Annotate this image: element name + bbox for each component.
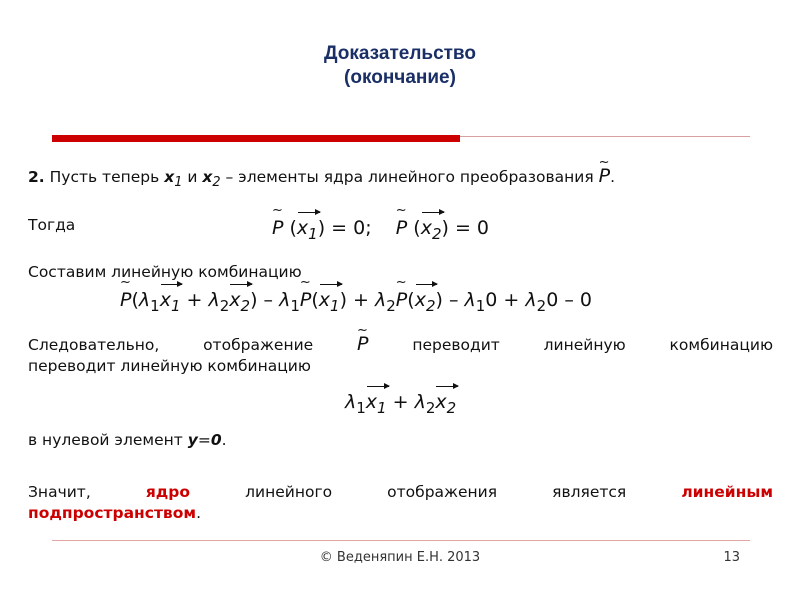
eq1-vec-x2 <box>421 217 442 243</box>
eq2-x2b-sub: 2 <box>425 296 436 315</box>
title-line-2: (окончание) <box>344 67 456 88</box>
p3-text-1: в нулевой элемент <box>28 431 188 449</box>
paragraph-1 <box>28 166 773 193</box>
footer-copyright: © Веденяпин Е.Н. 2013 <box>319 550 481 565</box>
eq2-x2: x <box>229 289 241 311</box>
eq2-vec-x1b <box>319 289 340 315</box>
p3-eq: = <box>197 431 211 449</box>
p4-line-2 <box>28 503 773 524</box>
top-divider <box>52 135 750 141</box>
equation-kernel: ~ P $(x_1) = 0$; ~ P $(x_2) = 0$ <box>272 217 489 243</box>
combination-label: Составим линейную комбинацию <box>28 263 302 281</box>
eq2-x1: x <box>159 289 171 311</box>
eq2-minus1: – <box>263 289 274 311</box>
p1-text-1: Пусть теперь <box>44 168 165 186</box>
p2-line-1 <box>28 334 773 356</box>
eq1-rhs2: = 0 <box>454 217 490 239</box>
eq2-P-a: ~ P <box>120 289 131 311</box>
p1-end: . <box>610 168 616 186</box>
eq1-x1-sub: 1 <box>308 224 318 243</box>
eq1-P2: ~ P <box>396 217 407 239</box>
eq2-l2: λ <box>208 289 220 311</box>
eq2-l2c-sub: 2 <box>536 296 547 315</box>
eq2-P-c: ~ P <box>396 289 407 311</box>
eq1-x2: x <box>420 217 432 239</box>
eq2-x1-sub: 1 <box>170 296 181 315</box>
eq2-l1-sub: 1 <box>150 296 160 315</box>
eq2-l1c: λ <box>464 289 476 311</box>
p4-end: . <box>196 504 202 522</box>
p3-y: y <box>187 431 198 449</box>
paragraph-3 <box>28 430 773 451</box>
eq3-x2: x <box>435 391 447 413</box>
eq3-l1: λ <box>345 391 357 413</box>
p3-zero: 0 <box>210 431 222 449</box>
x1-subscript: 1 <box>174 175 183 191</box>
p4-line-1 <box>28 482 773 503</box>
paragraph-2 <box>28 334 773 377</box>
eq2-vec-x1 <box>160 289 181 315</box>
eq2-l2-sub: 2 <box>219 296 230 315</box>
eq2-x2-sub: 2 <box>240 296 251 315</box>
eq1-rhs1: = 0; <box>331 217 372 239</box>
p4-text-4: является <box>552 483 627 501</box>
eq1-vec-x1 <box>297 217 318 243</box>
eq2-zero2: 0 <box>546 289 559 311</box>
eq3-l1-sub: 1 <box>356 398 366 417</box>
eq2-vec-x2b <box>415 289 436 315</box>
eq2-zero3: 0 <box>579 289 592 311</box>
eq2-x2b: x <box>414 289 426 311</box>
p4-red-kernel: ядро <box>145 483 191 501</box>
eq2-minus2: – <box>448 289 459 311</box>
eq3-vec-x2 <box>435 391 456 417</box>
p1-text-3: – элементы ядра линейного преобразования <box>220 168 599 186</box>
eq2-l1b: λ <box>279 289 291 311</box>
eq2-l2b: λ <box>375 289 387 311</box>
eq2-l1c-sub: 1 <box>475 296 486 315</box>
eq1-P1: ~ P <box>272 217 283 239</box>
p1-text-2: и <box>182 168 203 186</box>
eq3-x1: x <box>365 391 378 413</box>
p2-text-1: Следовательно, отображение <box>28 336 314 354</box>
item-number: 2. <box>28 168 45 186</box>
eq3-x1-sub: 1 <box>377 398 387 417</box>
then-label: Тогда <box>28 216 76 234</box>
eq2-plus3: + <box>503 289 520 311</box>
eq2-l2c: λ <box>525 289 537 311</box>
paragraph-4 <box>28 482 773 524</box>
p3-end: . <box>221 431 227 449</box>
eq2-plus2: + <box>353 289 369 311</box>
p4-text-1: Значит, <box>28 483 91 501</box>
eq2-minus3: – <box>564 289 574 311</box>
x2-subscript: 2 <box>212 175 221 191</box>
eq2-l1b-sub: 1 <box>290 296 300 315</box>
eq2-P-b: ~ P <box>300 289 311 311</box>
p2-line-2: переводит линейную комбинацию <box>28 357 311 375</box>
p2-operator-P: ~ P <box>357 334 368 355</box>
top-divider-thick <box>52 135 460 142</box>
eq3-l2: λ <box>414 391 426 413</box>
eq3-l2-sub: 2 <box>425 398 436 417</box>
eq2-vec-x2 <box>229 289 250 315</box>
slide-title <box>0 42 800 90</box>
eq1-x1: x <box>296 217 309 239</box>
eq3-plus: + <box>392 391 409 413</box>
p2-text-2: переводит линейную комбинацию <box>412 336 773 354</box>
eq2-x1b: x <box>318 289 331 311</box>
x2-symbol: x <box>202 168 213 186</box>
eq2-plus1: + <box>186 289 203 311</box>
operator-P-tilde: ~ P <box>599 166 610 187</box>
eq2-zero1: 0 <box>485 289 498 311</box>
p4-text-3: отображения <box>387 483 498 501</box>
p4-text-2: линейного <box>245 483 333 501</box>
eq2-l1: λ <box>138 289 151 311</box>
title-line-1: Доказательство <box>324 43 476 64</box>
page-number: 13 <box>723 550 740 565</box>
x1-symbol: x <box>164 168 175 186</box>
p4-red-subspace: подпространством <box>28 504 197 522</box>
eq2-x1b-sub: 1 <box>330 296 340 315</box>
eq3-x2-sub: 2 <box>446 398 457 417</box>
eq2-l2b-sub: 2 <box>386 296 396 315</box>
p4-red-linear: линейным <box>681 483 774 501</box>
eq1-x2-sub: 2 <box>431 224 442 243</box>
equation-linear-comb <box>345 391 456 417</box>
eq3-vec-x1 <box>366 391 387 417</box>
equation-combination: ~ $P(\lambda_1x_1 + \lambda_2x_2)$ – $\lambda_1\sim$ $P(x_1)$ + $\lambda_2\sim$ $P(x_2) - \lambda_10 + \lambda_20 - 0$ <box>120 289 592 315</box>
bottom-divider <box>52 540 750 541</box>
